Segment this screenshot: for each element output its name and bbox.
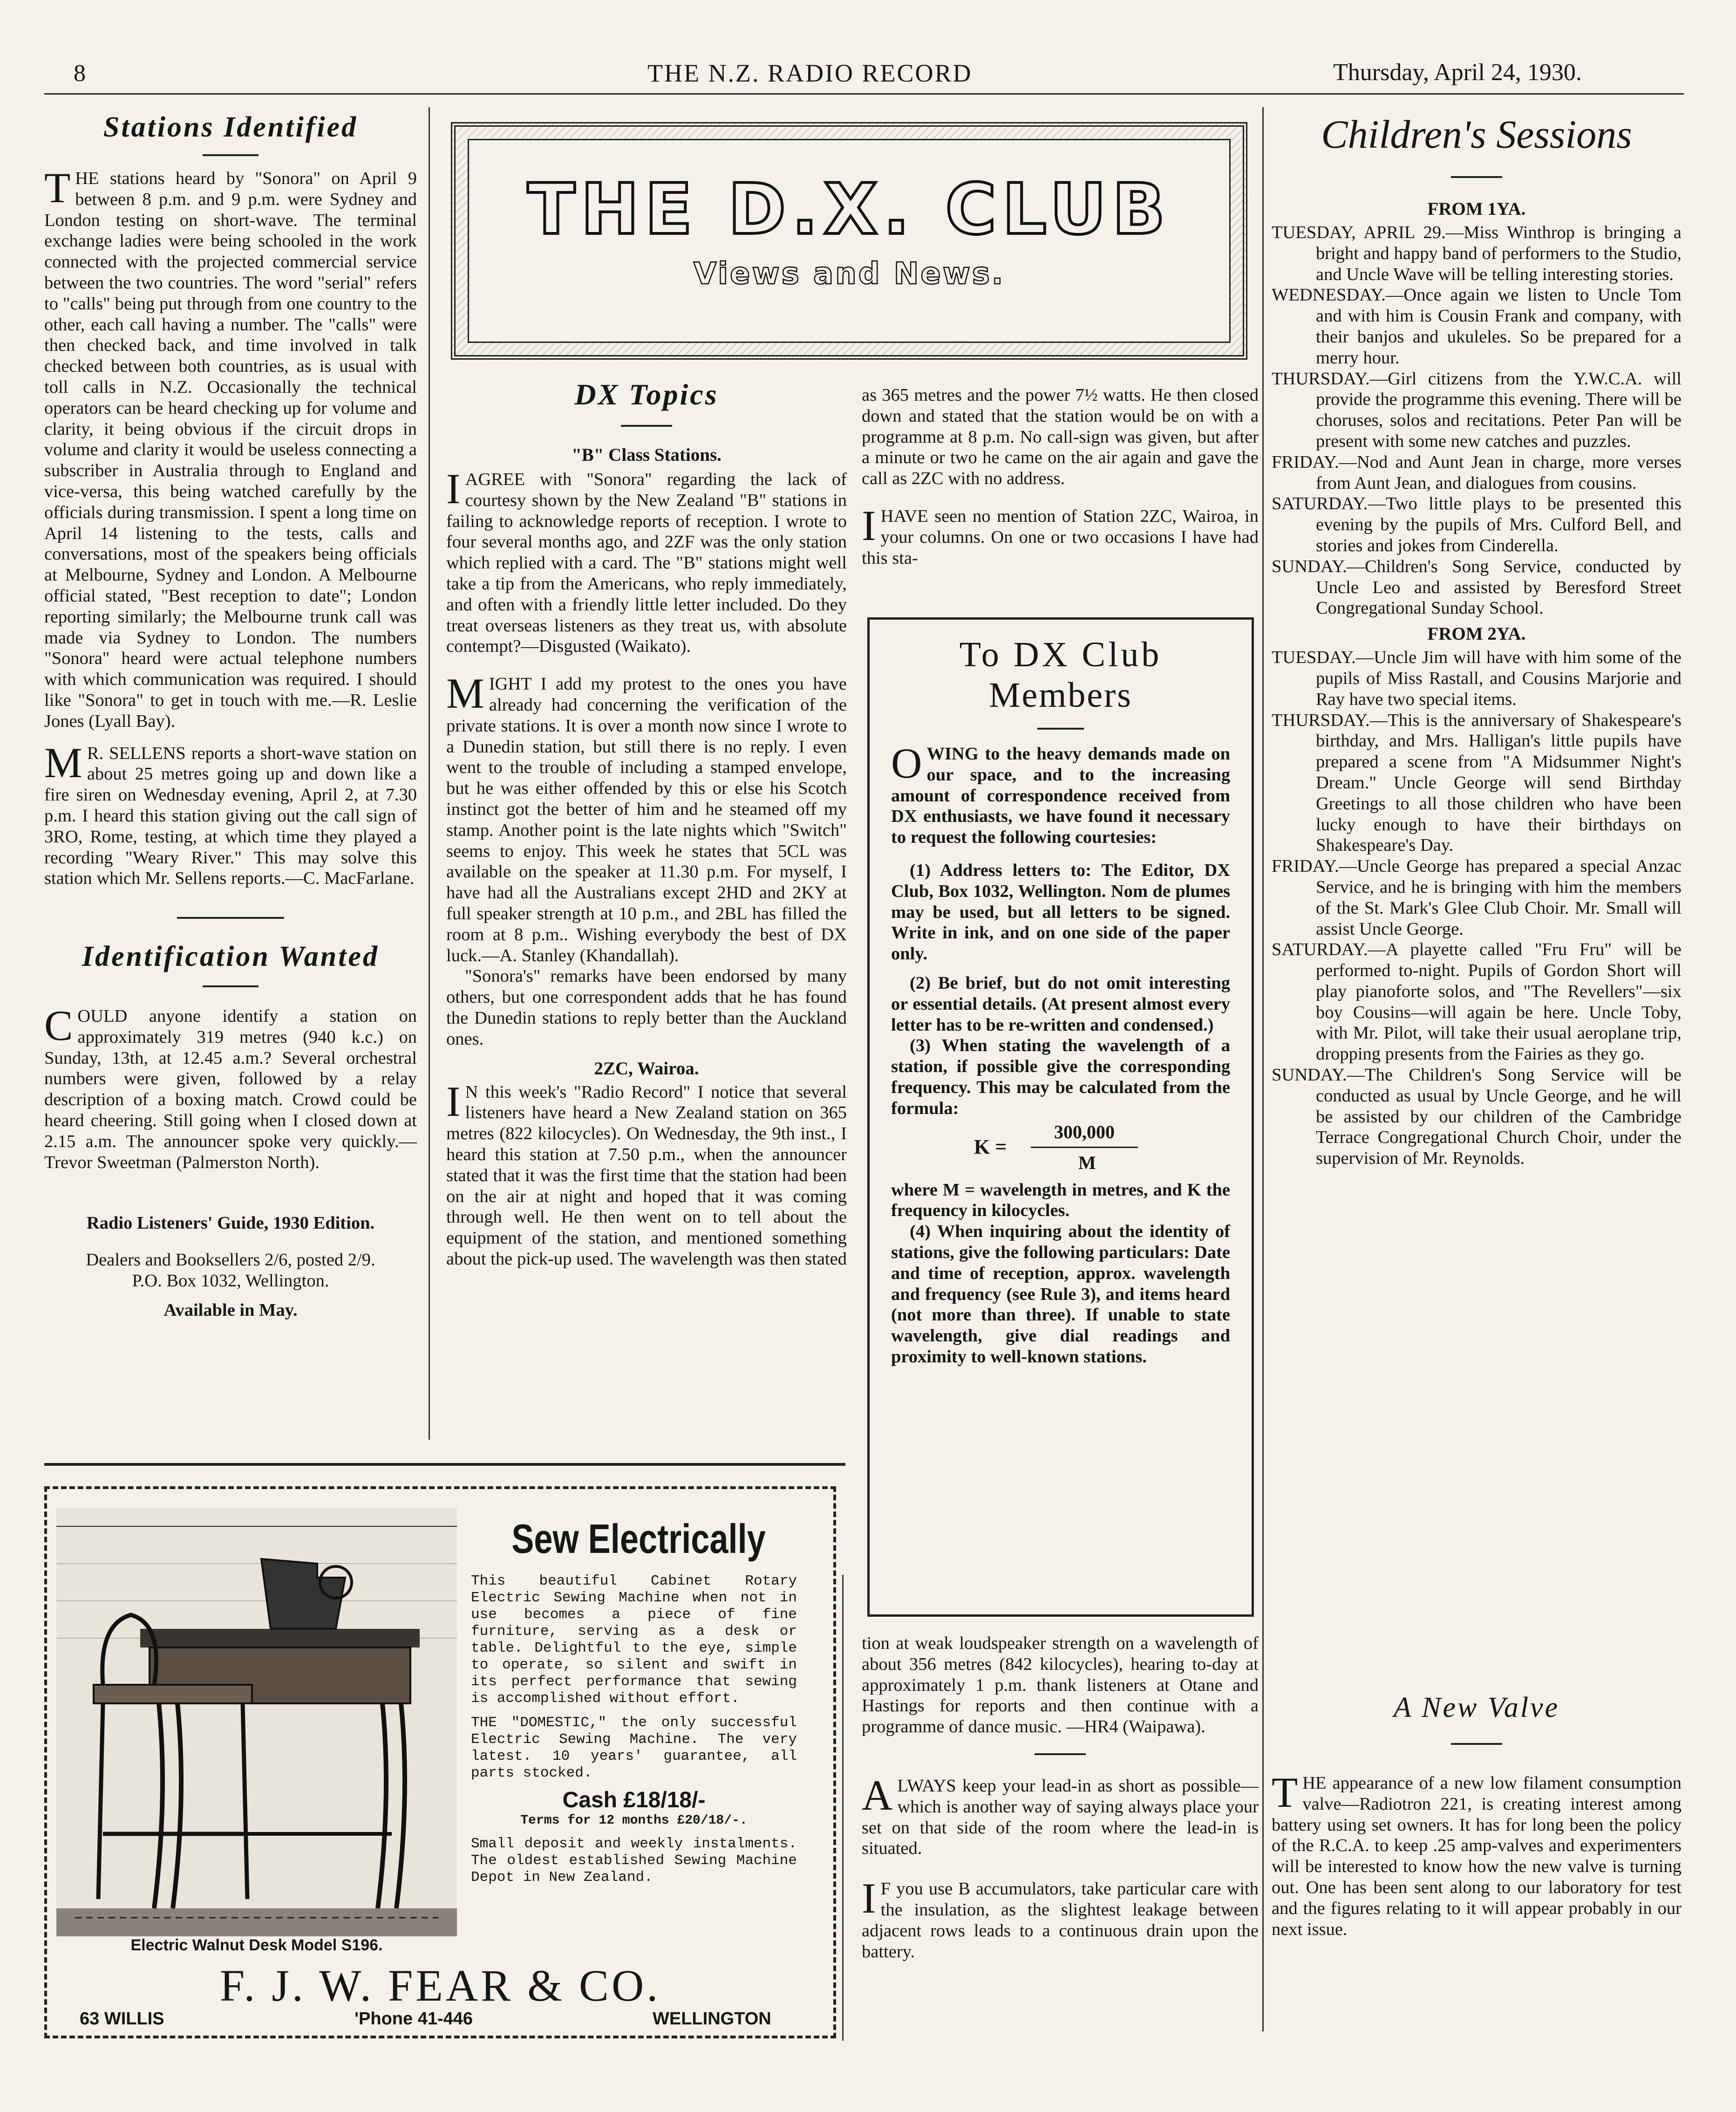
drop-cap: T	[1272, 1769, 1298, 1816]
session-wednesday-1ya: WEDNESDAY.—Once again we listen to Uncle Tom and with him is Cousin Frank and company, with their banjos and ukuleles. So be prepared for a merry hour.	[1272, 285, 1682, 368]
issue-date: Thursday, April 24, 1930.	[1333, 59, 1582, 86]
sewing-machine-illustration	[56, 1508, 457, 1936]
divider	[1451, 176, 1502, 178]
formula-lhs: K =	[974, 1135, 1007, 1158]
wairoa-continued: as 365 metres and the power 7½ watts. He then closed down and stated that the station would be on with a programme at 8 p.m. No call-sign was given, but after a minute or two he came on the air again and gave the call as 2ZC with no address.	[862, 385, 1259, 489]
sewing-advert	[44, 1486, 836, 2038]
guide-line-1: Dealers and Booksellers 2/6, posted 2/9.	[86, 1250, 375, 1270]
advert-company: F. J. W. FEAR & CO.	[219, 1961, 661, 2010]
formula-where: where M = wavelength in metres, and K the frequency in kilocycles.	[891, 1180, 1230, 1221]
session-friday-2ya: FRIDAY.—Uncle George has prepared a special Anzac Service, and he is bringing with him the members of the St. Mark's Glee Club Choir. Mr. Small will assist Uncle George.	[1272, 856, 1682, 939]
divider	[621, 425, 672, 427]
identification-wanted-paragraph: COULD anyone identify a station on approximately 319 metres (940 k.c.) on Sunday, 13th, at 12.45 a.m.? Several orchestral numbers were given, followed by a relay description of a boxing match. Crowd could be heard cheering. Still going when I closed down at 2.15 a.m. The announcer spoke very quickly.—Trevor Sweetman (Palmerston North).	[44, 1002, 417, 1172]
drop-cap: O	[891, 739, 922, 787]
advert-terms: Terms for 12 months £20/18/-.	[520, 1813, 748, 1828]
frequency-formula	[891, 1121, 1230, 1177]
column-1	[44, 111, 417, 1321]
drop-cap: I	[862, 1874, 876, 1922]
new-valve-heading: A New Valve	[1393, 1692, 1560, 1723]
members-rule-4: (4) When inquiring about the identity of stations, give the following particulars: Date and time of reception, approx. wavelength and frequency (see Rule 3), and items heard (not more than three). If unable to state wavelength, give dial readings and proximity to well-known stations.	[891, 1222, 1230, 1367]
wairoa-subhead: 2ZC, Wairoa.	[594, 1058, 699, 1079]
sellens-paragraph: M R. SELLENS reports a short-wave station on about 25 metres going up and down like a fire siren on Wednesday evening, April 2, at 7.30 p.m. I heard this station giving out the call sign of 3RO, Rome, testing, at which time they played a recording "Weary River." This may solve this station which Mr. Sellens reports.—C. MacFarlane.	[44, 738, 417, 889]
members-title-1: To DX Club	[959, 635, 1162, 674]
formula-numerator: 300,000	[1054, 1121, 1115, 1142]
divider	[1451, 1743, 1502, 1745]
session-tuesday-2ya: TUESDAY.—Uncle Jim will have with him some of the pupils of Miss Rastall, and Cousins Marjorie and Ray have two special items.	[1272, 648, 1682, 709]
column-divider-3	[1262, 107, 1264, 2031]
advert-body-3: Small deposit and weekly instalments. The oldest established Sewing Machine Depot in New Zealand.	[471, 1836, 797, 1886]
divider	[203, 985, 259, 987]
column-3-top	[862, 385, 1259, 568]
session-sunday-2ya: SUNDAY.—The Children's Song Service will be conducted as usual by Uncle George, and he will be assisted by our children of the Cambridge Terrace Congregational Church Choir, under the supervision of Mr. Reynolds.	[1272, 1065, 1682, 1169]
members-rule-3: (3) When stating the wavelength of a station, if possible give the corresponding frequency. This may be calculated from the formula:	[891, 1036, 1230, 1118]
members-title-2: Members	[988, 676, 1133, 715]
stanley-letter: MIGHT I add my protest to the ones you have already had concerning the verification of the private stations. It is over a month now since I wrote to a Dunedin station, but still there is no reply. I even went to the trouble of including a stamped envelope, but he was either offended by this or else his Scotch instinct got the better of him and he steamed off my stamp. Another point is the late nights which "Switch" seems to enjoy. This week he states that 5CL was available on the speaker at 11.30 p.m. For myself, I have had all the Australians except 2HD and 2KY at full speaker strength at 10 p.m., and 2BL has filled the room at 8 p.m.. Wishing everybody the best of DX luck.—A. Stanley (Khandallah).	[446, 670, 847, 965]
divider	[1035, 1753, 1086, 1755]
column-4	[1272, 111, 1682, 1169]
members-intro: OWING to the heavy demands made on our space, and to the increasing amount of correspondence received from DX enthusiasts, we have found it necessary to request the following courtesies:	[891, 739, 1230, 848]
b-class-subhead: "B" Class Stations.	[572, 445, 722, 465]
from-2ya: FROM 2YA.	[1427, 624, 1526, 644]
session-sunday-1ya: SUNDAY.—Children's Song Service, conducted by Uncle Leo and assisted by Beresford Street Congregational Sunday School.	[1272, 556, 1682, 618]
divider	[203, 154, 259, 156]
guide-title: Radio Listeners' Guide, 1930 Edition.	[86, 1213, 375, 1233]
column-2	[446, 377, 847, 1270]
session-thursday-1ya: THURSDAY.—Girl citizens from the Y.W.C.A. will provide the programme this evening. There will be choruses, solos and recitations. Peter Pan will be present with some new catches and puzzles.	[1272, 369, 1682, 451]
hr4-continued: tion at weak loudspeaker strength on a wavelength of about 356 metres (842 kilocycles), hearing to-day at approximately 1 p.m. thank listeners at Otane and Hastings for reports and then continue with a programme of dance music. —HR4 (Waipawa).	[862, 1634, 1259, 1737]
childrens-sessions-heading: Children's Sessions	[1321, 112, 1632, 157]
sonora-remarks: "Sonora's" remarks have been endorsed by many others, but one correspondent adds that he has found the Dunedin stations to reply better than the Auckland ones.	[446, 966, 847, 1049]
advert-top-rule	[44, 1463, 845, 1466]
new-valve-paragraph: THE appearance of a new low filament consumption valve—Radiotron 221, is creating interest among battery using set owners. It has for long been the policy of the R.C.A. to keep .25 amp-valves and experimenters will be interested to know how the new valve is turning out. One has been sent along to our laboratory for test and the figures relating to it will appear probably in our next issue.	[1272, 1769, 1682, 1939]
advert-address: 63 WILLIS	[80, 2009, 164, 2029]
members-notice-box	[867, 617, 1254, 1617]
advert-body-1: This beautiful Cabinet Rotary Electric Sewing Machine when not in use becomes a piece of fine furniture, serving as a desk or table. Delightful to the eye, simple to operate, so silent and swift in its perfect performance that sewing is accomplished without effort.	[471, 1573, 797, 1707]
lead-in-tip: ALWAYS keep your lead-in as short as possible—which is another way of saying always place your set on that side of the room where the lead-in is situated.	[862, 1771, 1259, 1859]
formula-denominator: M	[1078, 1152, 1096, 1173]
from-1ya: FROM 1YA.	[1427, 199, 1526, 219]
members-rule-1: (1) Address letters to: The Editor, DX Club, Box 1032, Wellington. Nom de plumes may be used, but all letters to be signed. Write in ink, and on one side of the paper only.	[891, 860, 1230, 964]
identification-wanted-heading: Identification Wanted	[82, 941, 380, 973]
hr4-letter: IHAVE seen no mention of Station 2ZC, Wairoa, in your columns. On one or two occasions I have had this sta-	[862, 501, 1259, 568]
divider	[177, 917, 284, 919]
header-rule	[44, 93, 1684, 95]
drop-cap: I	[446, 465, 461, 513]
column-3-bottom	[862, 1633, 1259, 1962]
drop-cap: I	[862, 501, 876, 549]
divider	[1037, 728, 1084, 730]
disgusted-letter: IAGREE with "Sonora" regarding the lack of courtesy shown by the New Zealand "B" stations in failing to acknowledge reports of reception. I wrote to four several months ago, and 2ZF was the only station which replied with a card. The "B" stations might well take a tip from the Americans, who reply immediately, and often with a friendly little letter included. Do they treat overseas listeners as they treat us, with absolute contempt?—Disgusted (Waikato).	[446, 465, 847, 656]
stations-identified-paragraph: THE stations heard by "Sonora" on April 9 between 8 p.m. and 9 p.m. were Sydney and London testing on short-wave. The terminal exchange ladies were being schooled in the work connected with the projected commercial service between the two countries. The word "serial" refers to "calls" being put through from one country to the other, each call having a number. The "calls" were then checked back, and time involved in talk checked between both countries, as is usual with toll calls in N.Z. Occasionally the technical operators can be heard checking up for volume and clarity, it being obvious if the circuit drops in volume and clarity it would be useless connecting a subscriber in Australia through to England and vice-versa, this being watched carefully by the officials during transmission. I spent a long time on April 14 listening to the tests, calls and conversations, most of the speakers being officials at Melbourne, Sydney and London. A Melbourne official stated, "Best reception to date"; London reporting similarly; the Melbourne trunk call was made via Sydney to London. The numbers "Sonora" heard were actual telephone numbers with which communication was required. I should like "Sonora" to get in touch with me.—R. Leslie Jones (Lyall Bay).	[44, 164, 417, 731]
dx-club-subtitle: Views and News.	[693, 257, 1005, 291]
advert-copy	[471, 1573, 797, 1886]
drop-cap: I	[446, 1077, 461, 1125]
formula-bar	[1031, 1147, 1138, 1148]
session-friday-1ya: FRIDAY.—Nod and Aunt Jean in charge, more verses from Aunt Jean, and dialogues from cousins.	[1272, 452, 1682, 493]
session-thursday-2ya: THURSDAY.—This is the anniversary of Shakespeare's birthday, and Mrs. Halligan's little pupils have prepared a scene from "A Midsummer Night's Dream." Uncle George will send Birthday Greetings to all those children who have been lucky enough to have their birthdays on Shakespeare's Day.	[1272, 710, 1682, 855]
masthead: THE N.Z. RADIO RECORD	[647, 59, 973, 87]
drop-cap: C	[44, 1002, 73, 1050]
dx-club-banner	[451, 122, 1247, 360]
advert-title: Sew Electrically	[511, 1516, 766, 1562]
advert-caption: Electric Walnut Desk Model S196.	[130, 1936, 383, 1954]
advert-city: WELLINGTON	[653, 2009, 771, 2029]
drop-cap: A	[862, 1771, 893, 1819]
guide-line-2: P.O. Box 1032, Wellington.	[132, 1271, 329, 1291]
session-saturday-2ya: SATURDAY.—A playette called "Fru Fru" will be performed to-night. Pupils of Gordon Short will play pianoforte solos, and "The Revellers"—six boy Cousins—will again be here. Uncle Toby, with Mr. Pilot, will take their usual aeroplane trip, dropping presents from the Fairies as they go.	[1272, 940, 1682, 1064]
drop-cap: T	[44, 164, 71, 212]
advert-body-2: THE "DOMESTIC," the only successful Electric Sewing Machine. The very latest. 10 years' guarantee, all parts stocked.	[471, 1715, 797, 1781]
stations-identified-heading: Stations Identified	[103, 111, 358, 143]
drop-cap: M	[44, 738, 82, 786]
wairoa-letter: I N this week's "Radio Record" I notice that several listeners have heard a New Zealand station on 365 metres (822 kilocycles). On Wednesday, the 9th inst., I heard this station at 7.50 p.m., when the announcer stated that it was the first time that the station had been on the air at night and hoped that it was coming through well. He then went on to tell about the equipment of the station, and mentioned something about the pick-up used. The wavelength was then stated	[446, 1077, 847, 1269]
dx-club-title: THE D.X. CLUB	[527, 169, 1171, 250]
drop-cap: M	[446, 670, 484, 718]
page-number: 8	[74, 60, 86, 87]
dx-topics-heading: DX Topics	[574, 378, 719, 411]
members-rule-2: (2) Be brief, but do not omit interesting or essential details. (At present almost every letter has to be re-written and condensed.)	[891, 973, 1230, 1035]
advert-price: Cash £18/18/-	[562, 1788, 706, 1812]
advert-phone: 'Phone 41-446	[354, 2009, 473, 2029]
new-valve-section	[1272, 1691, 1682, 1940]
session-saturday-1ya: SATURDAY.—Two little plays to be presented this evening by the pupils of Mrs. Culford Bell, and stories and jokes from Cinderella.	[1272, 494, 1682, 555]
guide-line-3: Available in May.	[163, 1300, 298, 1320]
column-divider-2	[842, 1575, 844, 2041]
column-divider-1	[429, 107, 430, 1440]
accumulator-tip: I F you use B accumulators, take particular care with the insulation, as the slightest leakage between adjacent rows leads to a continuous drain upon the battery.	[862, 1874, 1259, 1962]
session-tuesday-1ya: TUESDAY, APRIL 29.—Miss Winthrop is bringing a bright and happy band of performers to the Studio, and Uncle Wave will be telling interesting stories.	[1272, 223, 1682, 284]
